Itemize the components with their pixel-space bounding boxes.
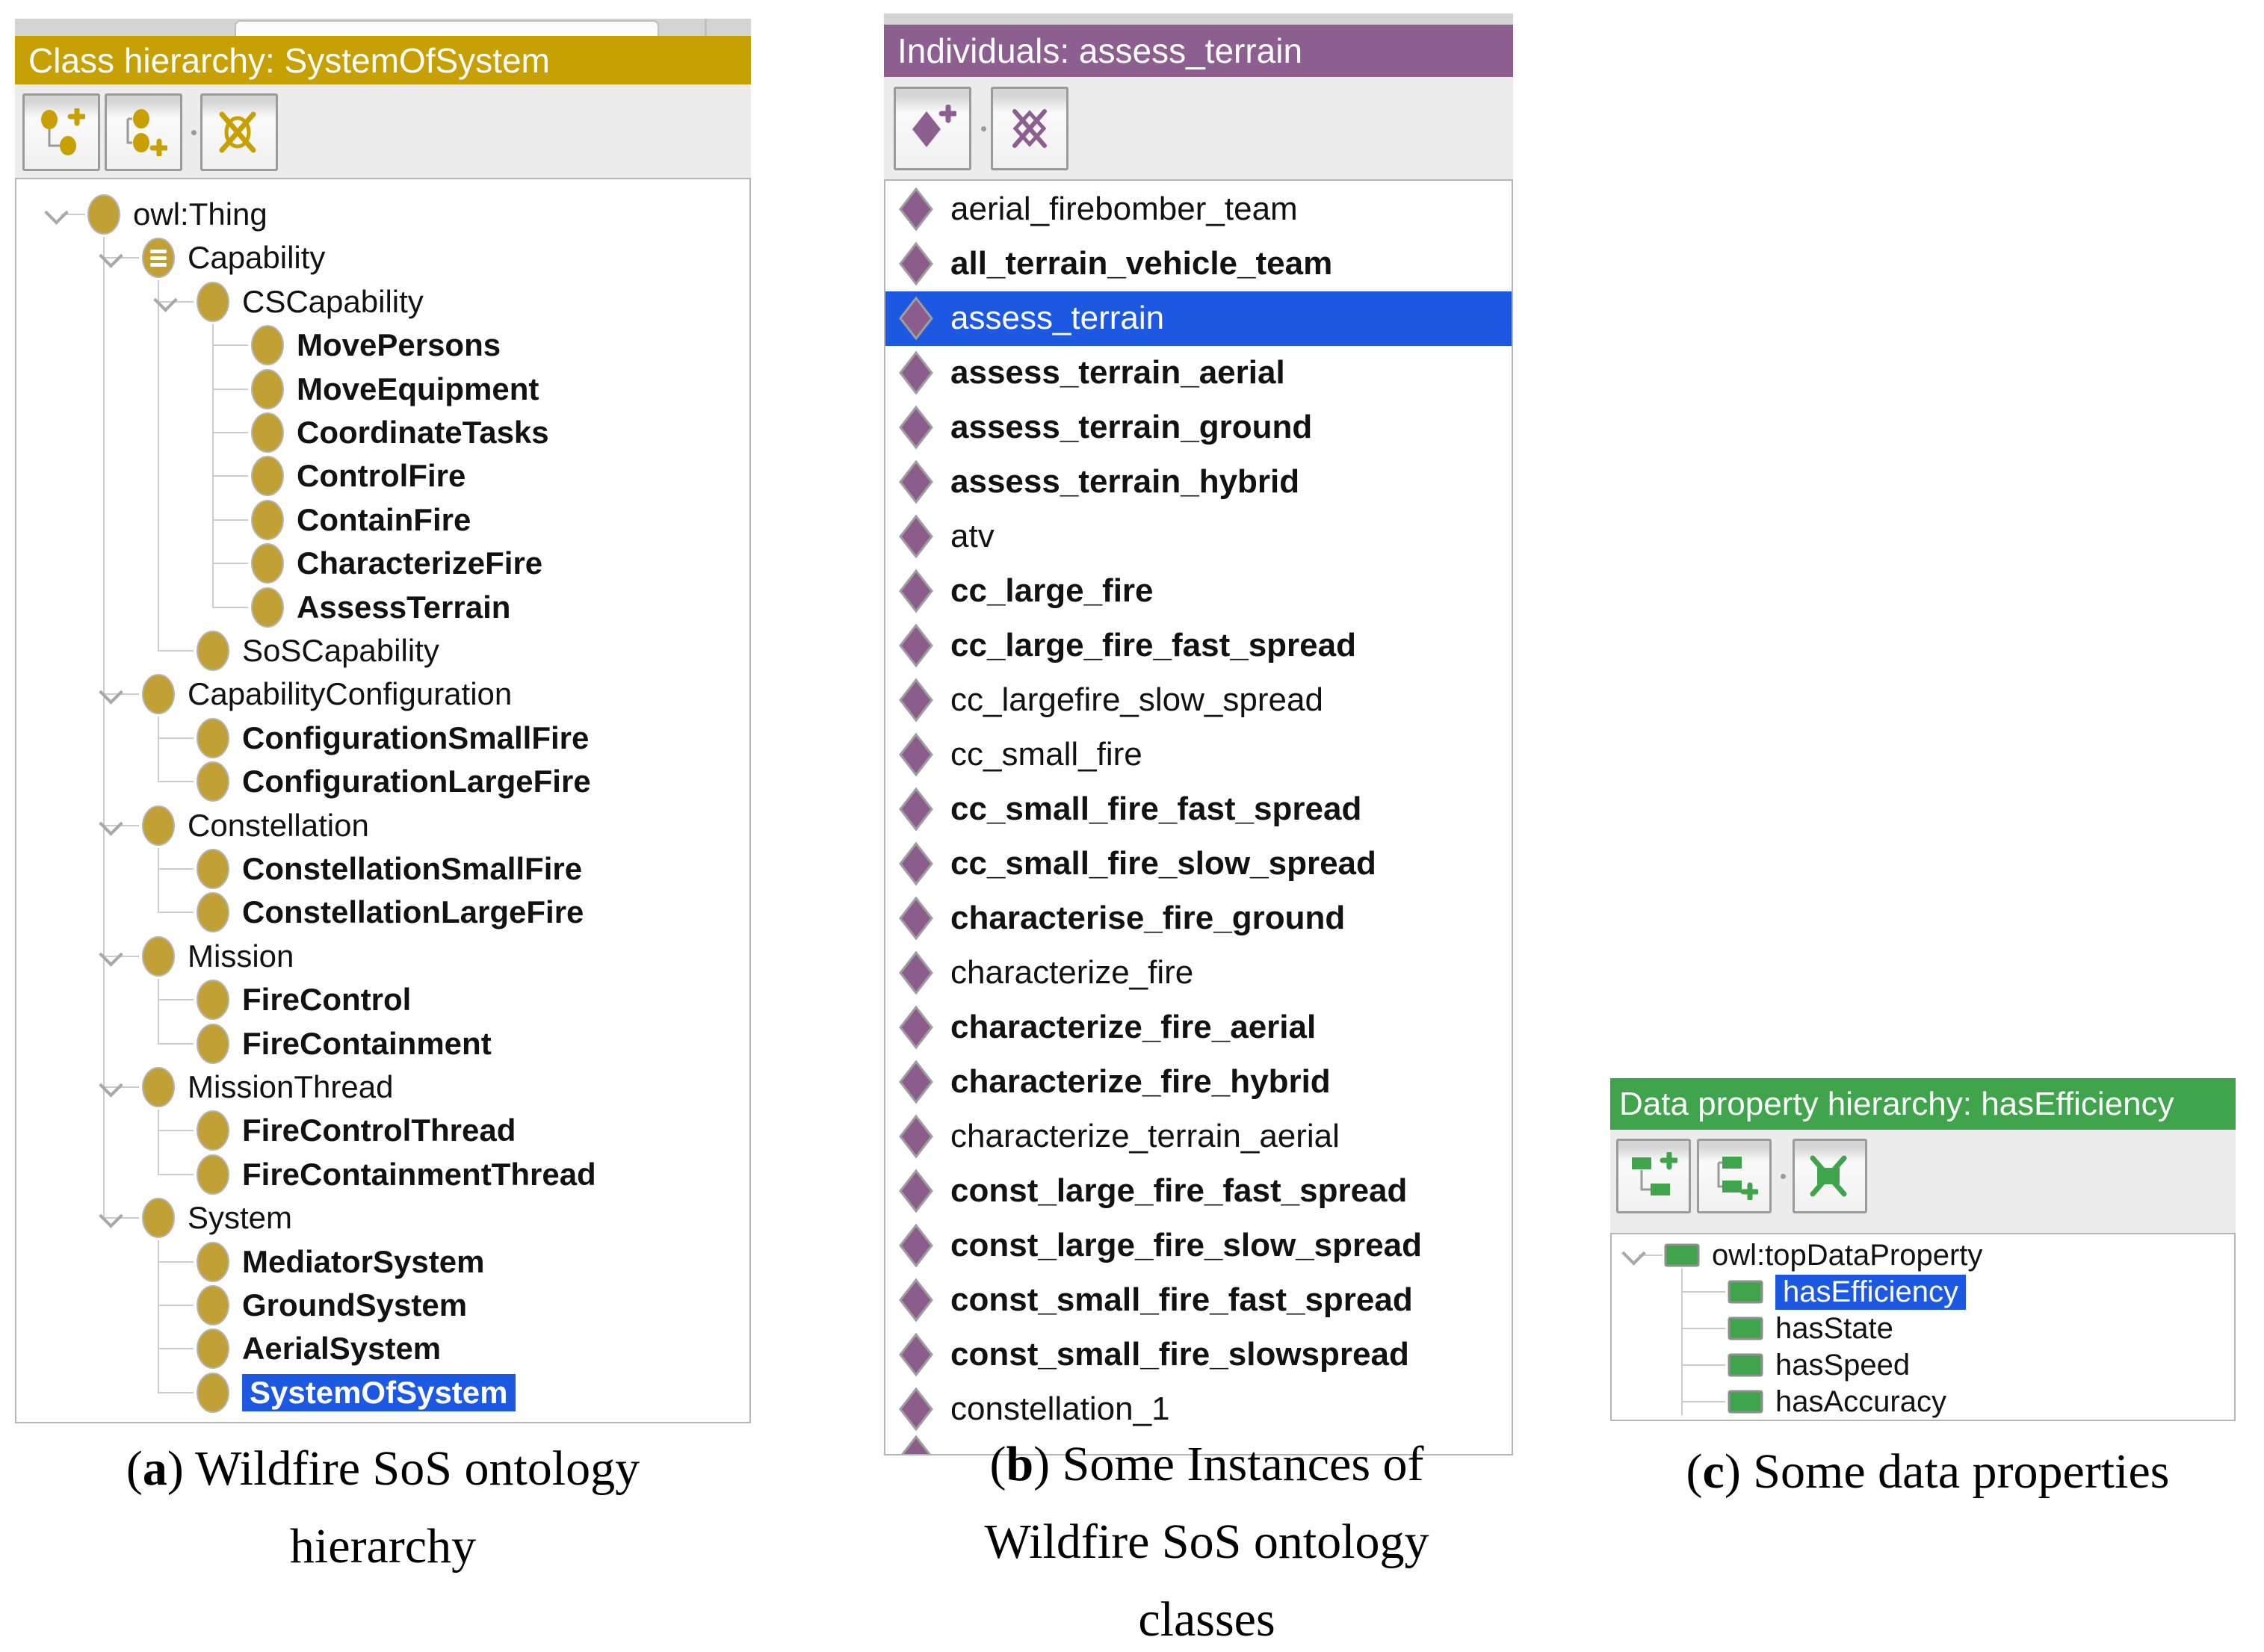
node-label: CapabilityConfiguration (188, 676, 513, 712)
node-label: CharacterizeFire (297, 545, 543, 581)
node-icon-slot (196, 761, 230, 802)
data-property-tree-row[interactable] (1612, 1384, 2234, 1420)
individual-label: assess_terrain (950, 300, 1165, 336)
data-property-tree-row[interactable] (1612, 1347, 2234, 1384)
node-label: FireControl (242, 982, 412, 1018)
node-label: Mission (188, 938, 294, 974)
node-label: AssessTerrain (297, 589, 511, 625)
class-icon (250, 455, 285, 497)
individuals-header (884, 25, 1513, 77)
node-icon-slot (898, 1332, 934, 1377)
node-label: GroundSystem (242, 1287, 468, 1322)
delete-class-button[interactable] (200, 93, 278, 171)
individual-list-item[interactable] (885, 1055, 1512, 1110)
individuals-title: Individuals: assess_terrain (897, 31, 1303, 70)
window-fragment-bar-a (15, 19, 751, 36)
add-sibling-class-icon (120, 108, 167, 156)
node-label: ConstellationSmallFire (242, 850, 583, 886)
class-tree-row[interactable] (16, 1240, 749, 1283)
expand-arrow-icon[interactable] (99, 1204, 123, 1228)
window-fragment-bar-b (884, 13, 1513, 25)
individual-icon (898, 1169, 934, 1213)
class-tree-row[interactable] (16, 1327, 749, 1370)
class-icon (196, 630, 230, 672)
node-icon-slot (898, 1223, 934, 1268)
individual-list-item[interactable] (885, 782, 1512, 837)
individual-label: const_small_fire_slowspread (950, 1336, 1409, 1373)
node-label: owl:Thing (133, 196, 267, 232)
node-label: MissionThread (188, 1068, 394, 1104)
add-sibling-class-button[interactable] (105, 93, 182, 171)
node-label: FireContainment (242, 1025, 492, 1061)
class-tree-row[interactable] (16, 1109, 749, 1152)
node-label: CSCapability (242, 283, 424, 319)
class-icon (196, 891, 230, 933)
node-icon-slot (898, 896, 934, 941)
class-tree-row[interactable] (16, 847, 749, 891)
caption-line: hierarchy (289, 1519, 477, 1574)
node-icon-slot (196, 979, 230, 1021)
class-tree-row[interactable] (16, 498, 749, 542)
node-icon-slot (250, 412, 285, 454)
add-individual-icon (909, 105, 956, 152)
individual-list-item[interactable] (885, 291, 1512, 346)
individual-label: cc_large_fire (950, 572, 1154, 609)
node-icon-slot (1728, 1390, 1763, 1414)
individual-icon (898, 296, 934, 341)
individual-list-item[interactable] (885, 1219, 1512, 1273)
node-icon-slot (196, 1328, 230, 1370)
class-icon (87, 194, 121, 235)
individual-icon (898, 732, 934, 777)
expand-arrow-icon[interactable] (99, 244, 123, 269)
individual-list-item[interactable] (885, 619, 1512, 673)
node-icon-slot (250, 499, 285, 541)
caption-line: Wildfire SoS ontology (984, 1515, 1429, 1569)
class-tree-row[interactable] (16, 717, 749, 760)
class-tree-row[interactable] (16, 367, 749, 410)
class-tree-row[interactable] (16, 672, 749, 716)
add-sibling-property-button[interactable] (1697, 1139, 1772, 1213)
individual-list-item[interactable] (885, 1110, 1512, 1164)
node-label: hasAccuracy (1775, 1385, 1946, 1418)
individual-list-item[interactable] (885, 400, 1512, 455)
node-icon-slot (250, 587, 285, 628)
class-icon (196, 848, 230, 890)
node-icon-slot (898, 950, 934, 995)
node-label: hasState (1775, 1311, 1893, 1345)
node-label: ContainFire (297, 501, 471, 537)
individual-label: assess_terrain_aerial (950, 354, 1285, 391)
caption-line: classes (1138, 1592, 1275, 1647)
individual-icon (898, 1005, 934, 1050)
toolbar-separator-dot (191, 130, 197, 135)
node-icon-slot (196, 1284, 230, 1326)
node-icon-slot (196, 281, 230, 323)
class-icon (141, 805, 176, 847)
individual-list-item[interactable] (885, 182, 1512, 237)
caption-line: (a) Wildfire SoS ontology (126, 1441, 640, 1496)
node-icon-slot (196, 1241, 230, 1283)
add-sibling-property-icon (1710, 1152, 1758, 1200)
data-property-toolbar (1610, 1130, 2236, 1233)
add-subclass-icon (37, 108, 85, 156)
individuals-toolbar (884, 77, 1513, 179)
individual-list-item[interactable] (885, 510, 1512, 564)
node-label: Constellation (188, 807, 369, 843)
node-label: SystemOfSystem (242, 1371, 516, 1414)
node-label: System (188, 1200, 293, 1236)
class-tree-row[interactable] (16, 280, 749, 324)
individual-icon (898, 1059, 934, 1104)
class-icon (141, 673, 176, 715)
node-icon-slot (898, 1059, 934, 1104)
node-label: ConstellationLargeFire (242, 894, 584, 930)
class-tree-row[interactable] (16, 193, 749, 236)
individual-list-item[interactable] (885, 1164, 1512, 1219)
class-tree-row[interactable] (16, 585, 749, 628)
node-icon-slot (898, 187, 934, 232)
class-icon (196, 1328, 230, 1370)
class-hierarchy-tree (15, 178, 751, 1423)
individual-label: atv (950, 518, 995, 554)
node-label: CoordinateTasks (297, 414, 549, 450)
class-icon (196, 979, 230, 1021)
individual-list-item[interactable] (885, 1328, 1512, 1382)
individual-label: characterize_fire_hybrid (950, 1063, 1331, 1100)
node-icon-slot (898, 787, 934, 832)
node-icon-slot (196, 891, 230, 933)
node-label: ConfigurationSmallFire (242, 720, 590, 755)
node-label: ControlFire (297, 458, 466, 494)
individual-icon (898, 678, 934, 723)
class-icon (196, 1284, 230, 1326)
individual-list-item[interactable] (885, 728, 1512, 782)
individual-label: aerial_firebomber_team (950, 191, 1298, 227)
individual-list-item[interactable] (885, 1273, 1512, 1328)
data-property-tree-row[interactable] (1612, 1311, 2234, 1347)
data-property-tree-row[interactable] (1612, 1237, 2234, 1274)
individual-icon (898, 1223, 934, 1268)
individual-icon (898, 460, 934, 504)
individual-label: cc_largefire_slow_spread (950, 681, 1323, 718)
class-tree-row[interactable] (16, 935, 749, 978)
class-toolbar (15, 84, 751, 178)
class-tree-row[interactable] (16, 236, 749, 279)
class-icon (250, 368, 285, 410)
window-tab-fragment (235, 20, 659, 36)
class-tree-row[interactable] (16, 1021, 749, 1065)
node-label: MovePersons (297, 327, 501, 363)
caption-line: (b) Some Instances of (989, 1437, 1424, 1491)
caption-b (837, 1426, 1577, 1652)
individual-icon (898, 841, 934, 886)
class-tree-row[interactable] (16, 324, 749, 367)
node-icon-slot (141, 935, 176, 977)
class-tree-row[interactable] (16, 411, 749, 454)
node-icon-slot (250, 455, 285, 497)
individual-label: characterise_fire_ground (950, 900, 1346, 936)
node-icon-slot (898, 296, 934, 341)
individual-icon (898, 1332, 934, 1377)
node-icon-slot (898, 405, 934, 450)
node-icon-slot (898, 1278, 934, 1322)
individual-label: cc_small_fire_fast_spread (950, 791, 1362, 827)
data-property-icon (1664, 1243, 1700, 1267)
class-tree-row[interactable] (16, 1284, 749, 1327)
node-icon-slot (141, 805, 176, 847)
delete-property-icon (1806, 1152, 1854, 1200)
data-property-tree (1610, 1233, 2236, 1421)
class-tree-row[interactable] (16, 1196, 749, 1240)
class-icon (196, 1110, 230, 1151)
class-tree-row[interactable] (16, 760, 749, 803)
data-property-title: Data property hierarchy: hasEfficiency (1619, 1085, 2174, 1122)
node-label: MoveEquipment (297, 371, 539, 406)
individual-label: assess_terrain_ground (950, 409, 1313, 445)
node-icon-slot (898, 241, 934, 286)
individual-label: cc_small_fire (950, 736, 1142, 773)
individual-icon (898, 187, 934, 232)
class-icon (196, 1154, 230, 1195)
delete-individual-icon (1006, 105, 1054, 152)
class-tree-row[interactable] (16, 629, 749, 672)
node-icon-slot (87, 194, 121, 235)
delete-property-button[interactable] (1793, 1139, 1867, 1213)
node-icon-slot (898, 623, 934, 668)
node-icon-slot (898, 1005, 934, 1050)
node-icon-slot (196, 1154, 230, 1195)
individual-icon (898, 787, 934, 832)
node-icon-slot (1728, 1353, 1763, 1377)
class-hierarchy-title: Class hierarchy: SystemOfSystem (28, 40, 550, 80)
node-icon-slot (1728, 1317, 1763, 1340)
individual-icon (898, 405, 934, 450)
caption-letter: a (142, 1441, 167, 1496)
delete-individual-button[interactable] (991, 87, 1068, 170)
node-icon-slot (898, 732, 934, 777)
individual-icon (898, 896, 934, 941)
individual-icon (898, 1114, 934, 1159)
node-icon-slot (141, 237, 176, 279)
delete-class-icon (215, 108, 263, 156)
node-icon-slot (141, 673, 176, 715)
individual-icon (898, 514, 934, 559)
node-icon-slot (196, 630, 230, 672)
class-icon (196, 1241, 230, 1283)
individual-icon (898, 350, 934, 395)
class-icon (196, 761, 230, 802)
class-tree-row[interactable] (16, 891, 749, 934)
individual-icon (898, 569, 934, 613)
individual-list-item[interactable] (885, 1000, 1512, 1055)
add-sub-property-button[interactable] (1616, 1139, 1691, 1213)
node-label: hasEfficiency (1775, 1274, 1966, 1311)
data-property-header (1610, 1078, 2236, 1130)
class-icon (196, 1372, 230, 1414)
expand-arrow-icon[interactable] (99, 1073, 123, 1098)
node-label: ConfigurationLargeFire (242, 764, 591, 799)
class-hierarchy-header (15, 36, 751, 84)
caption-letter: b (1006, 1437, 1034, 1491)
class-icon (141, 935, 176, 977)
node-icon-slot (196, 1023, 230, 1065)
class-icon (196, 281, 230, 323)
expand-arrow-icon[interactable] (99, 811, 123, 836)
individual-label: characterize_fire (950, 954, 1194, 991)
individual-label: const_large_fire_fast_spread (950, 1172, 1408, 1209)
node-icon-slot (898, 569, 934, 613)
expand-arrow-icon[interactable] (99, 681, 123, 705)
node-label: owl:topDataProperty (1712, 1238, 1983, 1272)
individual-label: characterize_fire_aerial (950, 1009, 1317, 1045)
node-icon-slot (250, 368, 285, 410)
class-tree-row[interactable] (16, 542, 749, 585)
caption-letter: c (1702, 1444, 1725, 1499)
node-icon-slot (141, 1066, 176, 1108)
individual-icon (898, 241, 934, 286)
node-icon-slot (196, 1110, 230, 1151)
node-icon-slot (898, 1114, 934, 1159)
node-icon-slot (898, 1387, 934, 1432)
node-label: AerialSystem (242, 1331, 442, 1367)
individual-icon (898, 1387, 934, 1432)
node-icon-slot (141, 1197, 176, 1239)
class-tree-row[interactable] (16, 1065, 749, 1109)
class-icon (250, 499, 285, 541)
individual-list-item[interactable] (885, 891, 1512, 946)
defined-class-icon (141, 237, 176, 279)
expand-arrow-icon[interactable] (99, 942, 123, 967)
node-label: Capability (188, 240, 326, 276)
node-icon-slot (250, 324, 285, 366)
individual-list-item[interactable] (885, 455, 1512, 510)
expand-arrow-icon[interactable] (1621, 1241, 1646, 1266)
class-icon (141, 1197, 176, 1239)
individual-icon (898, 950, 934, 995)
node-label: FireControlThread (242, 1113, 516, 1148)
node-icon-slot (898, 841, 934, 886)
add-sub-property-icon (1630, 1152, 1677, 1200)
node-icon-slot (196, 717, 230, 759)
individuals-list (884, 179, 1513, 1455)
class-icon (196, 1023, 230, 1065)
expand-arrow-icon[interactable] (44, 200, 69, 225)
individual-list-item[interactable] (885, 837, 1512, 891)
toolbar-separator-dot (1781, 1174, 1786, 1179)
individual-list-item[interactable] (885, 564, 1512, 619)
data-property-icon (1728, 1390, 1763, 1414)
caption-a (15, 1430, 751, 1586)
individual-label: const_large_fire_slow_spread (950, 1227, 1422, 1263)
class-tree-row[interactable] (16, 1153, 749, 1196)
node-icon-slot (250, 542, 285, 584)
node-icon-slot (898, 514, 934, 559)
individual-label: cc_small_fire_slow_spread (950, 845, 1376, 882)
caption-c (1584, 1433, 2264, 1511)
individual-list-item[interactable] (885, 673, 1512, 728)
add-individual-button[interactable] (894, 87, 971, 170)
node-icon-slot (1728, 1280, 1763, 1304)
individual-list-item[interactable] (885, 946, 1512, 1000)
node-icon-slot (196, 848, 230, 890)
class-icon (250, 587, 285, 628)
individual-label: assess_terrain_hybrid (950, 463, 1300, 500)
individual-label: constellation_1 (950, 1390, 1170, 1427)
node-icon-slot (898, 350, 934, 395)
caption-line: (c) Some data properties (1686, 1444, 2170, 1499)
class-tree-row[interactable] (16, 978, 749, 1021)
individual-label: cc_large_fire_fast_spread (950, 627, 1356, 663)
individual-label: all_terrain_vehicle_team (950, 245, 1333, 282)
node-label: MediatorSystem (242, 1243, 485, 1279)
node-icon-slot (196, 1372, 230, 1414)
class-tree-row[interactable] (16, 803, 749, 847)
individual-icon (898, 1278, 934, 1322)
class-tree-row[interactable] (16, 1371, 749, 1414)
class-icon (141, 1066, 176, 1108)
node-icon-slot (1664, 1243, 1700, 1267)
add-subclass-button[interactable] (22, 93, 100, 171)
individual-list-item[interactable] (885, 237, 1512, 291)
fragment-divider (705, 19, 707, 36)
individual-label: const_small_fire_fast_spread (950, 1281, 1413, 1318)
node-label: hasSpeed (1775, 1348, 1911, 1382)
node-icon-slot (898, 460, 934, 504)
node-label: FireContainmentThread (242, 1156, 596, 1192)
data-property-icon (1728, 1280, 1763, 1304)
data-property-tree-row[interactable] (1612, 1274, 2234, 1311)
individual-list-item[interactable] (885, 346, 1512, 400)
data-property-icon (1728, 1317, 1763, 1340)
expand-arrow-icon[interactable] (153, 288, 178, 312)
class-icon (250, 542, 285, 584)
data-property-icon (1728, 1353, 1763, 1377)
class-icon (250, 412, 285, 454)
node-icon-slot (898, 678, 934, 723)
toolbar-separator-dot (981, 126, 986, 132)
class-icon (196, 717, 230, 759)
individual-label: characterize_terrain_aerial (950, 1118, 1340, 1154)
node-label: SoSCapability (242, 632, 439, 668)
node-icon-slot (898, 1169, 934, 1213)
class-icon (250, 324, 285, 366)
individual-icon (898, 623, 934, 668)
class-tree-row[interactable] (16, 454, 749, 498)
